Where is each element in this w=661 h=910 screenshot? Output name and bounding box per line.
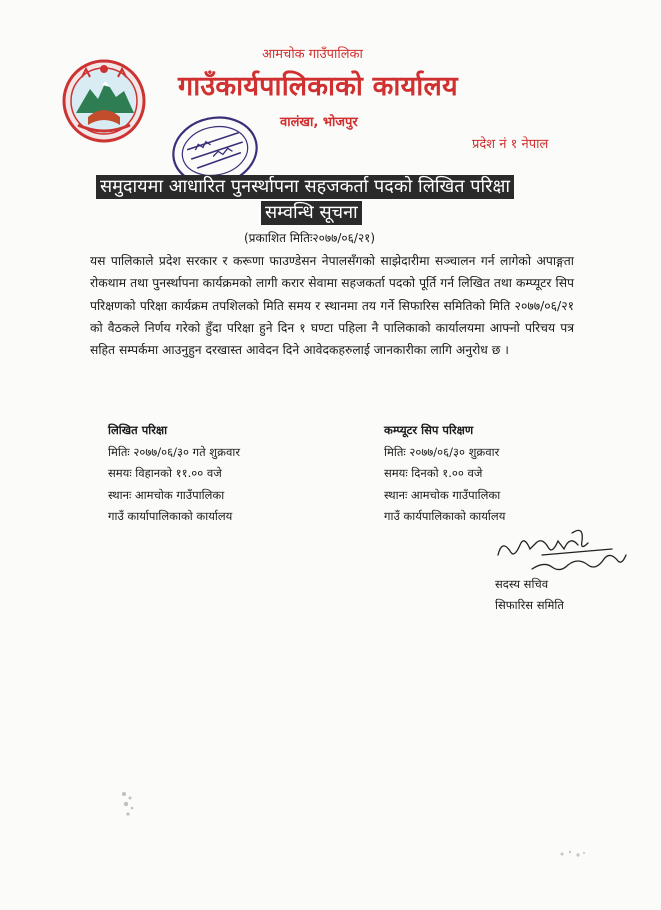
signature-icon — [492, 525, 632, 581]
notice-body: यस पालिकाले प्रदेश सरकार र करूणा फाउण्डेसन नेपालसँगको साझेदारीमा सञ्चालन गर्न लागेको अपाङ्गता रोकथाम तथा पुनर्स्थापना कार्यक्रमको लागी करार सेवामा सहजकर्ता पदको पूर्ति गर्न लिखित तथा कम्प्यूटर सिप परिक्षणको परिक्षा कार्यक्रम तपशिलको मिति समय र स्थानमा तय गर्ने सिफारिस समितिको मिति २०७७/०६/२१ को वैठकले निर्णय गरेको हुँदा परिक्षा हुने दिन १ घण्टा पहिला नै पालिकाको कार्यालयमा आफ्नो परिचय पत्र सहित सम्पर्कमा आउनुहुन दरखास्त आवेदन दिने आवेदकहरुलाई जानकारीका लागि अनुरोध छ । — [90, 254, 574, 358]
office-name: गाउँकार्यपालिकाको कार्यालय — [178, 71, 458, 102]
signature-block — [495, 574, 564, 616]
computer-exam-place-office: गाउँ कार्यपालिकाको कार्यालय — [384, 509, 506, 523]
municipality-name: आमचोक गाउँपालिका — [262, 47, 363, 62]
nepal-emblem-icon — [58, 55, 150, 147]
written-exam-time: समयः विहानको ११.०० वजे — [108, 466, 222, 480]
computer-exam-place: स्थानः आमचोक गाउँपालिका — [384, 487, 501, 502]
signatory-committee: सिफारिस समिति — [495, 598, 564, 612]
written-exam-title: लिखित परिक्षा — [108, 423, 168, 437]
notice-title-line1: समुदायमा आधारित पुनर्स्थापना सहजकर्ता पदको लिखित परिक्षा — [96, 175, 514, 199]
scan-smudge-left — [118, 788, 140, 818]
published-date: (प्रकाशित मितिः२०७७/०६/२१) — [244, 231, 376, 245]
written-exam-details — [108, 420, 240, 528]
scan-smudge-right — [558, 846, 588, 862]
notice-title-line2: सम्वन्धि सूचना — [261, 201, 362, 225]
computer-exam-time: समयः दिनको १.०० वजे — [384, 466, 483, 480]
written-exam-place: स्थानः आमचोक गाउँपालिका — [108, 487, 225, 502]
computer-exam-title: कम्प्यूटर सिप परिक्षण — [384, 423, 474, 437]
computer-exam-date: मितिः २०७७/०६/३० शुक्रवार — [384, 444, 500, 459]
province-label: प्रदेश नं १ नेपाल — [472, 137, 549, 152]
computer-exam-details — [384, 420, 505, 528]
signatory-role: सदस्य सचिव — [495, 577, 549, 591]
written-exam-place-office: गाउँ कार्यापालिकाको कार्यालय — [108, 509, 233, 523]
office-address: वालंखा, भोजपुर — [280, 115, 358, 130]
written-exam-date: मितिः २०७७/०६/३० गते शुक्रवार — [108, 444, 241, 459]
